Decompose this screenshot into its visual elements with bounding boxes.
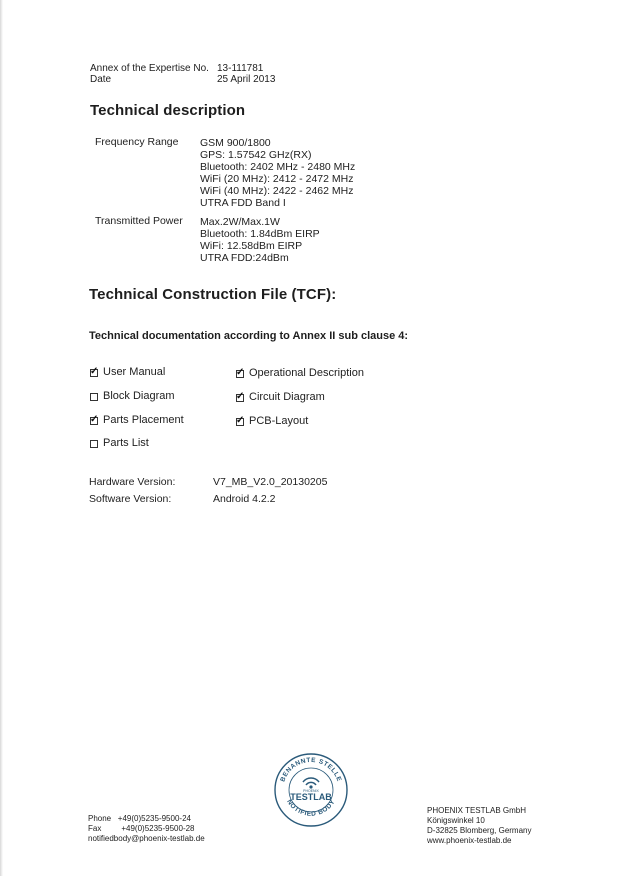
checkbox-block-diagram[interactable] [90, 390, 175, 403]
power-value: WiFi: 12.58dBm EIRP [200, 240, 303, 252]
frequency-value: WiFi (20 MHz): 2412 - 2472 MHz [200, 173, 354, 185]
hardware-version-label: Hardware Version: [89, 476, 176, 488]
power-value: Bluetooth: 1.84dBm EIRP [200, 228, 320, 240]
tcf-title: Technical Construction File (TCF): [89, 286, 337, 303]
checkbox-box[interactable] [90, 393, 98, 401]
frequency-range-values [200, 137, 355, 209]
hardware-version-value: V7_MB_V2.0_20130205 [213, 476, 328, 488]
transmitted-power-values [200, 216, 320, 264]
footer-address [427, 806, 532, 846]
checkbox-label: Parts List [103, 437, 149, 449]
power-value: UTRA FDD:24dBm [200, 252, 289, 264]
frequency-value: Bluetooth: 2402 MHz - 2480 MHz [200, 161, 356, 173]
software-version-label: Software Version: [89, 493, 172, 505]
checkbox-box[interactable] [236, 418, 244, 426]
footer-city: D-32825 Blomberg, Germany [427, 826, 532, 835]
stamp-brand-small: PHOENIX [303, 789, 319, 793]
checkbox-box[interactable] [90, 369, 98, 377]
checkbox-parts-list[interactable] [90, 437, 149, 450]
footer-fax: Fax +49(0)5235-9500-28 [88, 824, 195, 833]
stamp-top-text: BENANNTE STELLE [279, 756, 343, 783]
checkbox-box[interactable] [236, 370, 244, 378]
footer-contact [88, 814, 205, 844]
checkbox-label: Parts Placement [103, 414, 184, 426]
frequency-value: GSM 900/1800 [200, 137, 271, 149]
frequency-value: GPS: 1.57542 GHz(RX) [200, 149, 312, 161]
frequency-range-label: Frequency Range [95, 136, 179, 148]
stamp-seal-icon [273, 752, 349, 828]
checkbox-label: PCB-Layout [249, 415, 309, 427]
scan-edge [0, 0, 3, 876]
stamp-bottom-text: NOTIFIED BODY [285, 798, 337, 818]
footer-web: www.phoenix-testlab.de [427, 836, 512, 845]
checkbox-label: Block Diagram [103, 390, 175, 402]
checkbox-label: Operational Description [249, 367, 364, 379]
footer-email: notifiedbody@phoenix-testlab.de [88, 834, 205, 843]
checkbox-box[interactable] [90, 440, 98, 448]
checkbox-label: User Manual [103, 366, 166, 378]
date-value: 25 April 2013 [217, 74, 276, 85]
tcf-subtitle: Technical documentation according to Annex II sub clause 4: [89, 330, 409, 342]
annex-label: Annex of the Expertise No. [90, 63, 209, 74]
checkbox-label: Circuit Diagram [249, 391, 325, 403]
footer-street: Königswinkel 10 [427, 816, 485, 825]
frequency-value: UTRA FDD Band I [200, 197, 286, 209]
footer-company: PHOENIX TESTLAB GmbH [427, 806, 526, 815]
checkbox-box[interactable] [236, 394, 244, 402]
power-value: Max.2W/Max.1W [200, 216, 280, 228]
software-version-value: Android 4.2.2 [213, 493, 276, 505]
checkbox-circuit-diagram[interactable] [236, 391, 325, 404]
checkbox-box[interactable] [90, 417, 98, 425]
technical-description-title: Technical description [90, 102, 246, 119]
frequency-value: WiFi (40 MHz): 2422 - 2462 MHz [200, 185, 354, 197]
annex-number: 13-111781 [217, 63, 264, 74]
checkbox-user-manual[interactable] [90, 366, 165, 379]
stamp-brand: TESTLAB [290, 792, 332, 802]
notified-body-stamp [273, 752, 349, 833]
checkbox-parts-placement[interactable] [90, 414, 184, 427]
checkbox-operational-description[interactable] [236, 367, 364, 380]
transmitted-power-label: Transmitted Power [95, 215, 183, 227]
footer-phone: Phone +49(0)5235-9500-24 [88, 814, 191, 823]
date-label: Date [90, 74, 112, 85]
checkbox-pcb-layout[interactable] [236, 415, 308, 428]
